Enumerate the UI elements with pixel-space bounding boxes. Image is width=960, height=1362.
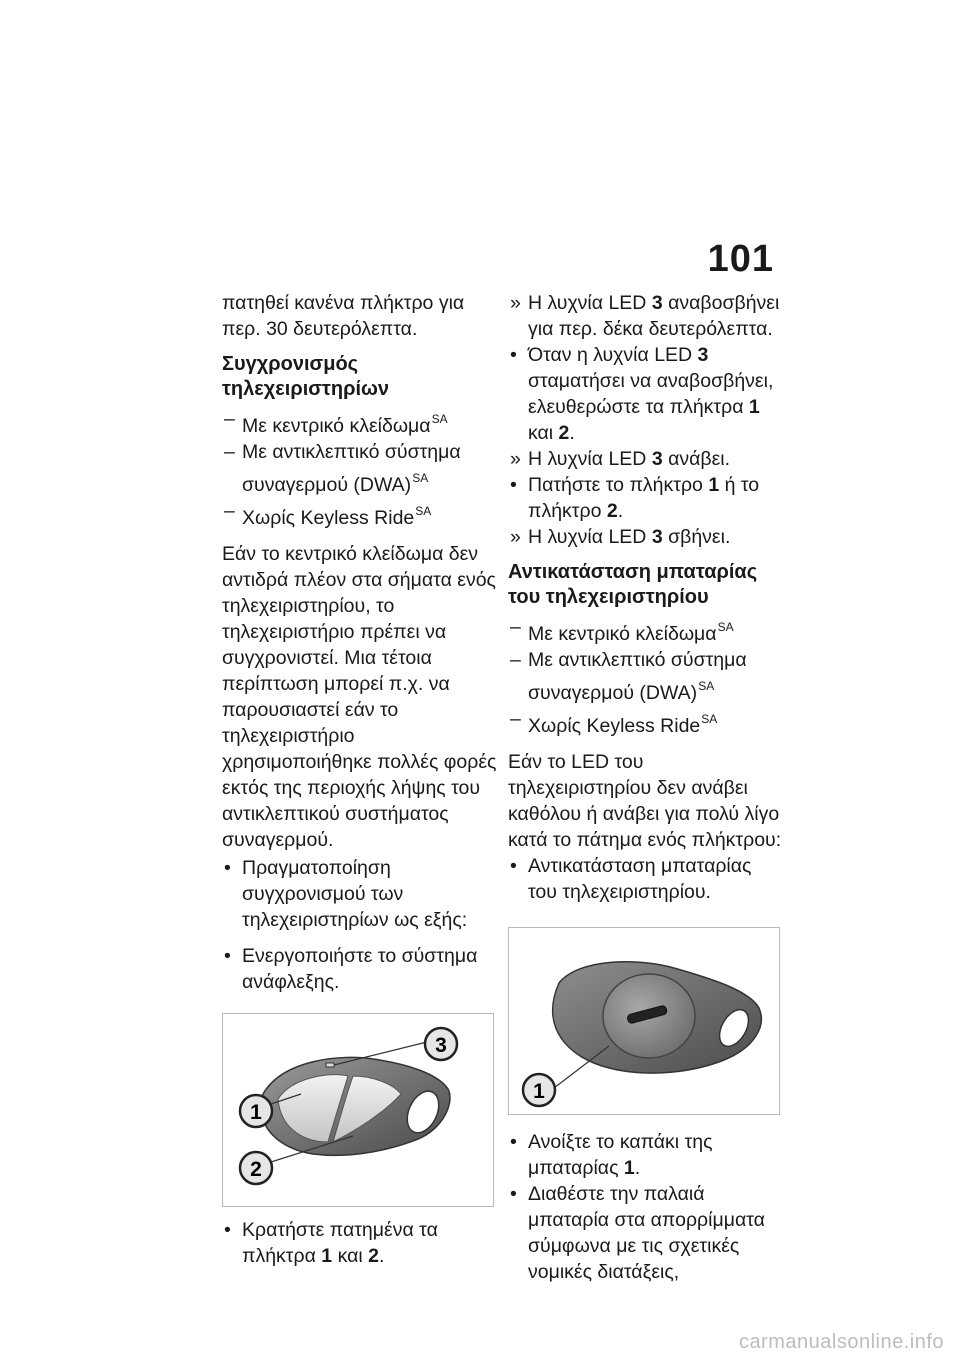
bullet-item: • Αντικατάσταση μπαταρίας του τηλεχειριστηρίου. (510, 855, 752, 903)
key-fob-figure (222, 1013, 494, 1207)
battery-cover-figure (508, 927, 780, 1115)
bullet-item: • Διαθέστε την παλαιά μπαταρία στα απορρίμματα σύμφωνα με τις σχετικές νομικές διατάξεις, (510, 1183, 765, 1283)
paragraph-sync-info: Εάν το κεντρικό κλείδωμα δεν αντιδρά πλέον στα σήματα ενός τηλεχειριστηρίου, το τηλεχειριστήριο πρέπει να συγχρονιστεί. Μια τέτοια περίπτωση μπορεί π.χ. να παρουσιαστεί εάν το τηλεχειριστήριο χρησιμοποιήθηκε πολλές φορές εκτός της περιοχής λήψης του αντικλεπτικού συστήματος συναγερμού. (222, 543, 497, 851)
section-heading-sync: Συγχρονισμός τηλεχειριστηρίων (222, 353, 390, 400)
battery-cover-illustration (509, 928, 779, 1114)
right-column (508, 290, 783, 1285)
variant-item: – Με αντικλεπτικό σύστημα συναγερμού (DWA)$^{SA}$ (510, 649, 747, 704)
key-fob-illustration (223, 1014, 493, 1206)
bullet-item: • Πατήστε το πλήκτρο 1 ή το πλήκτρο 2. (510, 474, 760, 522)
paragraph-led-info: Εάν το LED του τηλεχειριστηρίου δεν ανάβει καθόλου ή ανάβει για πολύ λίγο κατά το πάτημα ενός πλήκτρου: (508, 751, 782, 851)
svg-text:2: 2 (250, 1158, 262, 1181)
result-item: » Η λυχνία LED 3 αναβοσβήνει για περ. δέκα δευτερόλεπτα. (510, 292, 780, 340)
bullet-item: • Πραγματοποίηση συγχρονισμού των τηλεχειριστηρίων ως εξής: (224, 857, 468, 931)
variant-item: – Με αντικλεπτικό σύστημα συναγερμού (DWA)$^{SA}$ (224, 441, 461, 496)
bullet-item: • Κρατήστε πατημένα τα πλήκτρα 1 και 2. (224, 1219, 438, 1267)
variant-item: – Με κεντρικό κλείδωμα$^{SA}$ (510, 616, 734, 645)
bullet-item: • Όταν η λυχνία LED 3 σταματήσει να αναβοσβήνει, ελευθερώστε τα πλήκτρα 1 και 2. (510, 344, 774, 444)
svg-text:1: 1 (533, 1080, 545, 1103)
left-column (222, 290, 497, 1269)
paragraph-continued: πατηθεί κανένα πλήκτρο για περ. 30 δευτερόλεπτα. (222, 292, 465, 340)
page-number: 101 (707, 238, 774, 280)
svg-text:1: 1 (250, 1101, 262, 1124)
section-heading-battery: Αντικατάσταση μπαταρίας του τηλεχειριστηρίου (508, 561, 758, 608)
variant-item: – Χωρίς Keyless Ride$^{SA}$ (510, 708, 718, 737)
variant-item: – Με κεντρικό κλείδωμα$^{SA}$ (224, 408, 448, 437)
variant-item: – Χωρίς Keyless Ride$^{SA}$ (224, 500, 432, 529)
bullet-item: • Ανοίξτε το καπάκι της μπαταρίας 1. (510, 1131, 713, 1179)
result-item: » Η λυχνία LED 3 σβήνει. (510, 526, 731, 548)
watermark: carmanualsonline.info (738, 1331, 944, 1353)
result-item: » Η λυχνία LED 3 ανάβει. (510, 448, 731, 470)
svg-text:3: 3 (435, 1034, 447, 1057)
bullet-item: • Ενεργοποιήστε το σύστημα ανάφλεξης. (224, 945, 478, 993)
